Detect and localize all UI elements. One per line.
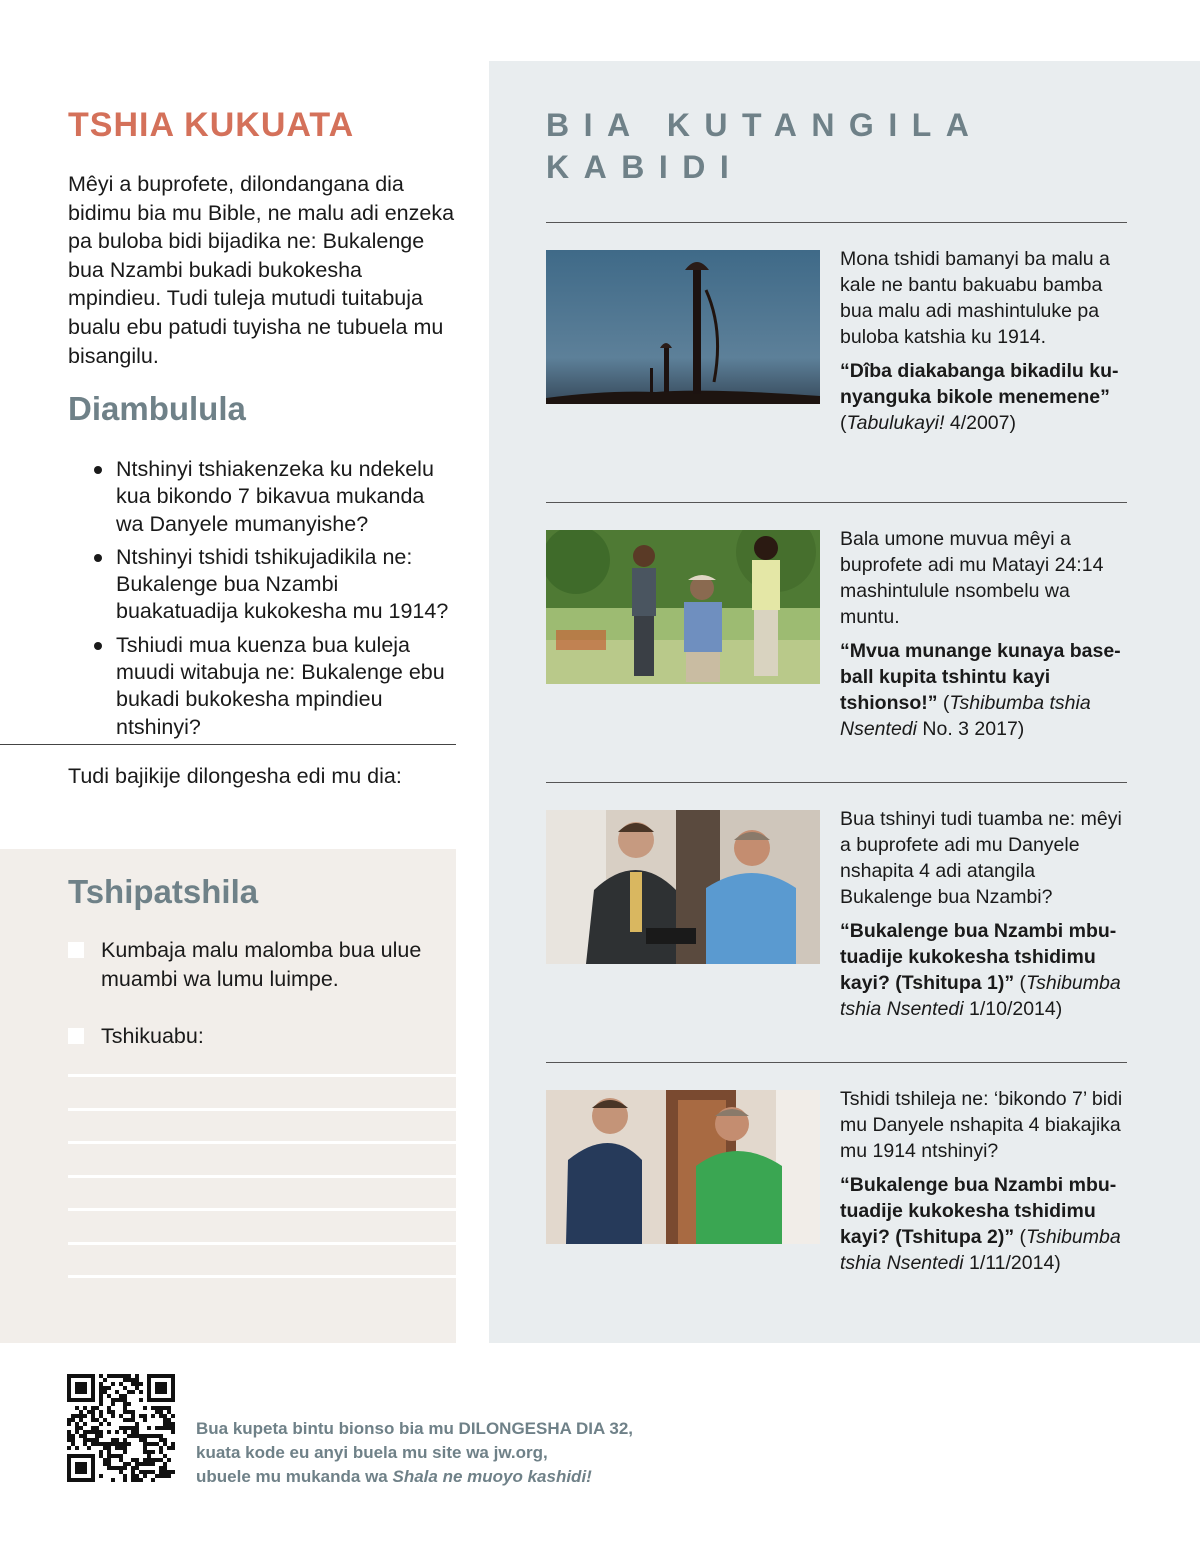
review-item — [92, 632, 452, 741]
article-text — [840, 1086, 1130, 1276]
qr-code-graphic — [67, 1374, 175, 1482]
footer-line-2: kuata kode eu anyi buela mu site wa jw.org, — [196, 1443, 548, 1462]
divider — [0, 744, 456, 745]
reference-paren: ( — [1014, 972, 1027, 994]
note-lines[interactable] — [68, 1074, 456, 1309]
bullet-icon — [94, 466, 102, 474]
footer-book-title: Shala ne muoyo kashidi! — [392, 1467, 592, 1486]
article-reference[interactable] — [840, 1172, 1130, 1276]
reference-publication: Tshibumba tshia Nsentedi — [840, 692, 1091, 740]
reference-title: “Bukalenge bua Nzambi mbutuadije kukokesha tshidimu kayi? (Tshitupa 1)” — [840, 920, 1117, 994]
article-description: Bala umone muvua mêyi a buprofete adi mu Matayi 24:14 mashintulule nsombelu wa muntu. — [840, 528, 1104, 628]
review-item-text: Tshiudi mua kuenza bua kuleja muudi witabuja ne: Bukalenge ebu bukadi bukokesha mpindieu ntshinyi? — [116, 632, 445, 739]
reference-paren: ( — [937, 692, 950, 714]
soldier-memorial-icon — [546, 250, 820, 404]
reference-issue: 4/2007) — [944, 412, 1016, 434]
reference-title: “Bukalenge bua Nzambi mbutuadije kukokesha tshidimu kayi? (Tshitupa 2)” — [840, 1174, 1117, 1248]
footer-line-3: ubuele mu mukanda wa — [196, 1467, 393, 1486]
note-line — [68, 1175, 456, 1178]
article-divider — [546, 222, 1127, 223]
article-description: Mona tshidi bamanyi ba malu a kale ne bantu bakuabu bamba bua malu adi mashintuluke pa buloba katshia ku 1914. — [840, 248, 1110, 348]
summary-text: Mêyi a buprofete, dilondangana dia bidimu bia mu Bible, ne malu adi enzeka pa buloba bidi bijadika ne: Bukalenge bua Nzambi bukadi bukokesha mpindieu. Tudi tuleja mutudi tuitabuja bualu ebu patudi tuyisha ne tubuela mu bisangilu. — [68, 172, 455, 368]
completion-prompt: Tudi bajikije dilongesha edi mu dia: — [68, 764, 402, 788]
note-line — [68, 1208, 456, 1211]
review-item — [92, 544, 452, 626]
article-divider — [546, 502, 1127, 503]
article-description: Tshidi tshileja ne: ‘bikondo 7’ bidi mu Danyele nshapita 4 biakajika mu 1914 ntshinyi? — [840, 1088, 1123, 1162]
reference-publication: Tshibumba tshia Nsentedi — [840, 972, 1121, 1020]
further-reading-title: BIA KUTANGILA KABIDI — [546, 107, 983, 185]
note-line — [68, 1242, 456, 1245]
article-divider — [546, 1062, 1127, 1063]
article-thumbnail[interactable] — [546, 250, 820, 404]
article-reference[interactable] — [840, 918, 1130, 1022]
assignment-task — [68, 936, 438, 994]
reference-issue: No. 3 2017) — [916, 718, 1025, 740]
note-line — [68, 1108, 456, 1111]
note-line — [68, 1275, 456, 1278]
baseball-family-icon — [546, 530, 820, 684]
note-line — [68, 1074, 456, 1077]
review-item-text: Ntshinyi tshidi tshikujadikila ne: Bukalenge bua Nzambi buakatuadija kukokesha mu 1914? — [116, 544, 449, 624]
task-text: Kumbaja malu malomba bua ulue muambi wa lumu luimpe. — [101, 938, 422, 991]
review-title: Diambulula — [68, 390, 246, 427]
assignment-title: Tshipatshila — [68, 873, 259, 910]
reference-title: “Mvua munange kunaya base-ball kupita tshintu kayi tshionso!” — [840, 640, 1121, 714]
article-reference[interactable] — [840, 638, 1130, 742]
bible-discussion-icon — [546, 810, 820, 964]
bullet-icon — [94, 554, 102, 562]
qr-code-icon[interactable] — [67, 1374, 175, 1482]
reference-publication: Tabulukayi! — [846, 412, 945, 434]
review-list — [92, 456, 452, 747]
review-item-text: Ntshinyi tshiakenzeka ku ndekelu kua bikondo 7 bikavua mukanda wa Danyele mumanyishe? — [116, 457, 434, 536]
reference-issue: 1/11/2014) — [963, 1252, 1061, 1274]
article-text — [840, 246, 1130, 436]
summary-title: TSHIA KUKUATA — [68, 106, 355, 144]
article-reference[interactable] — [840, 358, 1130, 436]
footer-line-1: Bua kupeta bintu bionso bia mu DILONGESHA DIA 32, — [196, 1419, 633, 1438]
bullet-icon — [94, 642, 102, 650]
task-checkbox[interactable] — [68, 942, 84, 958]
reference-publication: Tshibumba tshia Nsentedi — [840, 1226, 1121, 1274]
article-thumbnail[interactable] — [546, 810, 820, 964]
doorstep-conversation-icon — [546, 1090, 820, 1244]
task-checkbox[interactable] — [68, 1028, 84, 1044]
assignment-task — [68, 1022, 438, 1051]
review-item — [92, 456, 452, 538]
article-text — [840, 806, 1130, 1022]
reference-title: “Dîba diakabanga bikadilu kunyanguka bikole menemene” — [840, 360, 1119, 408]
article-divider — [546, 782, 1127, 783]
reference-issue: 1/10/2014) — [963, 998, 1063, 1020]
article-thumbnail[interactable] — [546, 530, 820, 684]
reference-paren: ( — [840, 412, 847, 434]
note-line — [68, 1141, 456, 1144]
article-description: Bua tshinyi tudi tuamba ne: mêyi a buprofete adi mu Danyele nshapita 4 adi atangila Bukalenge bua Nzambi? — [840, 808, 1122, 908]
article-text — [840, 526, 1130, 742]
footer-text — [196, 1417, 633, 1489]
reference-paren: ( — [1014, 1226, 1027, 1248]
task-text: Tshikuabu: — [101, 1024, 204, 1048]
article-thumbnail[interactable] — [546, 1090, 820, 1244]
